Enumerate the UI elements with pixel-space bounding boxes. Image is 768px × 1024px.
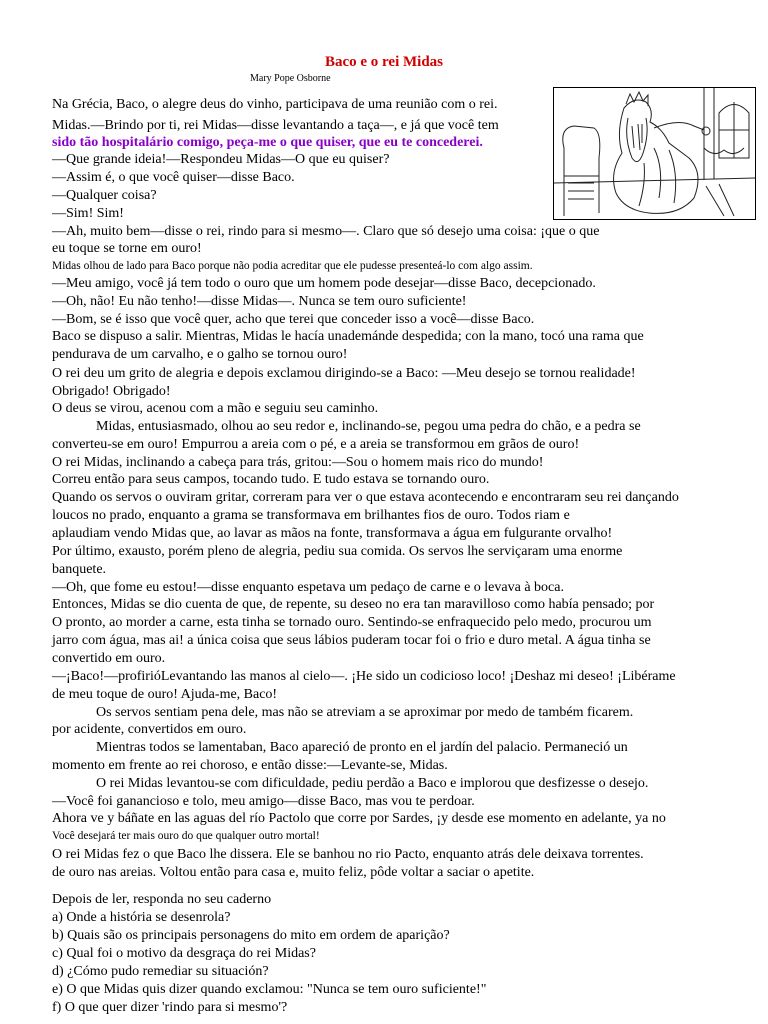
story-line: pendurava de um carvalho, e o galho se tornou ouro! [52,347,348,362]
story-line: —Qualquer coisa? [52,188,157,203]
story-line: eu toque se torne em ouro! [52,241,202,256]
story-line: O pronto, ao morder a carne, esta tinha se tornado ouro. Sentindo-se enfraquecido pelo medo, procurou um [52,615,652,630]
questions-intro: Depois de ler, responda no seu caderno [52,892,272,907]
story-line: —Que grande ideia!—Respondeu Midas—O que eu quiser? [52,152,390,167]
story-line: Midas, entusiasmado, olhou ao seu redor e, inclinando-se, pegou uma pedra do chão, e a pedra se [96,419,641,434]
story-line: Obrigado! Obrigado! [52,384,171,399]
story-line: de ouro nas areias. Voltou então para casa e, muito feliz, pôde voltar a saciar o apetite. [52,865,535,880]
story-line: Os servos sentiam pena dele, mas não se atreviam a se aproximar por medo de também ficarem. [96,705,634,720]
story-illustration [553,87,756,220]
story-line: por acidente, convertidos em ouro. [52,722,247,737]
story-line: O rei Midas fez o que Baco lhe dissera. Ele se banhou no rio Pacto, enquanto atrás dele deixava torrentes. [52,847,644,862]
story-line: O rei Midas levantou-se com dificuldade, pediu perdão a Baco e implorou que desfizesse o desejo. [96,776,649,791]
story-line: Na Grécia, Baco, o alegre deus do vinho, participava de uma reunião com o rei. [52,97,498,112]
story-line: momento em frente ao rei choroso, e então disse:—Levante-se, Midas. [52,758,448,773]
story-line: —Sim! Sim! [52,206,124,221]
story-line-highlight: sido tão hospitalário comigo, peça-me o que quiser, que eu te concederei. [52,135,483,150]
story-line: —Oh, que fome eu estou!—disse enquanto espetava um pedaço de carne e o levava à boca. [52,580,564,595]
story-line: Por último, exausto, porém pleno de alegria, pediu sua comida. Os servos lhe serviçaram uma enorme [52,544,623,559]
story-line: —Ah, muito bem—disse o rei, rindo para si mesmo—. Claro que só desejo uma coisa: ¡que o que [52,224,600,239]
story-line: O deus se virou, acenou com a mão e seguiu seu caminho. [52,401,379,416]
question-item: c) Qual foi o motivo da desgraça do rei Midas? [52,946,316,961]
page-title: Baco e o rei Midas [324,54,444,70]
question-item: a) Onde a história se desenrola? [52,910,231,925]
story-line: —Oh, não! Eu não tenho!—disse Midas—. Nunca se tem ouro suficiente! [52,294,467,309]
story-line: —Assim é, o que você quiser—disse Baco. [52,170,295,185]
question-item: d) ¿Cómo pudo remediar su situación? [52,964,269,979]
story-line-small: Você desejará ter mais ouro do que qualquer outro mortal! [52,830,320,842]
story-line: Entonces, Midas se dio cuenta de que, de repente, su deseo no era tan maravilloso como había pensado; por [52,597,655,612]
story-line: —¡Baco!—profirióLevantando las manos al cielo—. ¡He sido un codicioso loco! ¡Deshaz mi deseo! ¡Libérame [52,669,676,684]
story-line: Midas.—Brindo por ti, rei Midas—disse levantando a taça—, e já que você tem [52,118,499,133]
story-line: —Você foi ganancioso e tolo, meu amigo—disse Baco, mas vou te perdoar. [52,794,475,809]
king-midas-drawing [554,88,755,219]
question-item: e) O que Midas quis dizer quando exclamou: "Nunca se tem ouro suficiente!" [52,982,487,997]
story-line: Correu então para seus campos, tocando tudo. E tudo estava se tornando ouro. [52,472,490,487]
story-line: O rei deu um grito de alegria e depois exclamou dirigindo-se a Baco: —Meu desejo se tornou realidade! [52,366,636,381]
story-line: —Meu amigo, você já tem todo o ouro que um homem pode desejar—disse Baco, decepcionado. [52,276,596,291]
question-item: f) O que quer dizer 'rindo para si mesmo'? [52,1000,288,1015]
story-line: converteu-se em ouro! Empurrou a areia com o pé, e a areia se transformou em grãos de ouro! [52,437,580,452]
question-item: b) Quais são os principais personagens do mito em ordem de aparição? [52,928,450,943]
story-line: —Bom, se é isso que você quer, acho que terei que conceder isso a você—disse Baco. [52,312,535,327]
story-line: Ahora ve y báñate en las aguas del río Pactolo que corre por Sardes, ¡y desde ese momento en adelante, ya no [52,811,666,826]
author-name: Mary Pope Osborne [250,73,331,84]
story-line-small: Midas olhou de lado para Baco porque não podia acreditar que ele pudesse presenteá-lo com algo assim. [52,260,533,272]
story-line: Baco se dispuso a salir. Mientras, Midas le hacía unademánde despedida; con la mano, tocó una rama que [52,329,644,344]
story-line: loucos no prado, enquanto a grama se transformava em brilhantes fios de ouro. Todos riam e [52,508,570,523]
story-line: aplaudiam vendo Midas que, ao lavar as mãos na fonte, transformava a água em fulgurante orvalho! [52,526,613,541]
story-line: jarro com água, mas ai! a única coisa que seus lábios puderam tocar foi o frio e duro metal. A água tinha se [52,633,651,648]
story-line: convertido em ouro. [52,651,166,666]
story-line: Quando os servos o ouviram gritar, correram para ver o que estava acontecendo e encontraram seu rei dançando [52,490,679,505]
story-line: de meu toque de ouro! Ajuda-me, Baco! [52,687,278,702]
story-line: banquete. [52,562,107,577]
story-line: Mientras todos se lamentaban, Baco apareció de pronto en el jardín del palacio. Permaneció un [96,740,628,755]
story-line: O rei Midas, inclinando a cabeça para trás, gritou:—Sou o homem mais rico do mundo! [52,455,544,470]
